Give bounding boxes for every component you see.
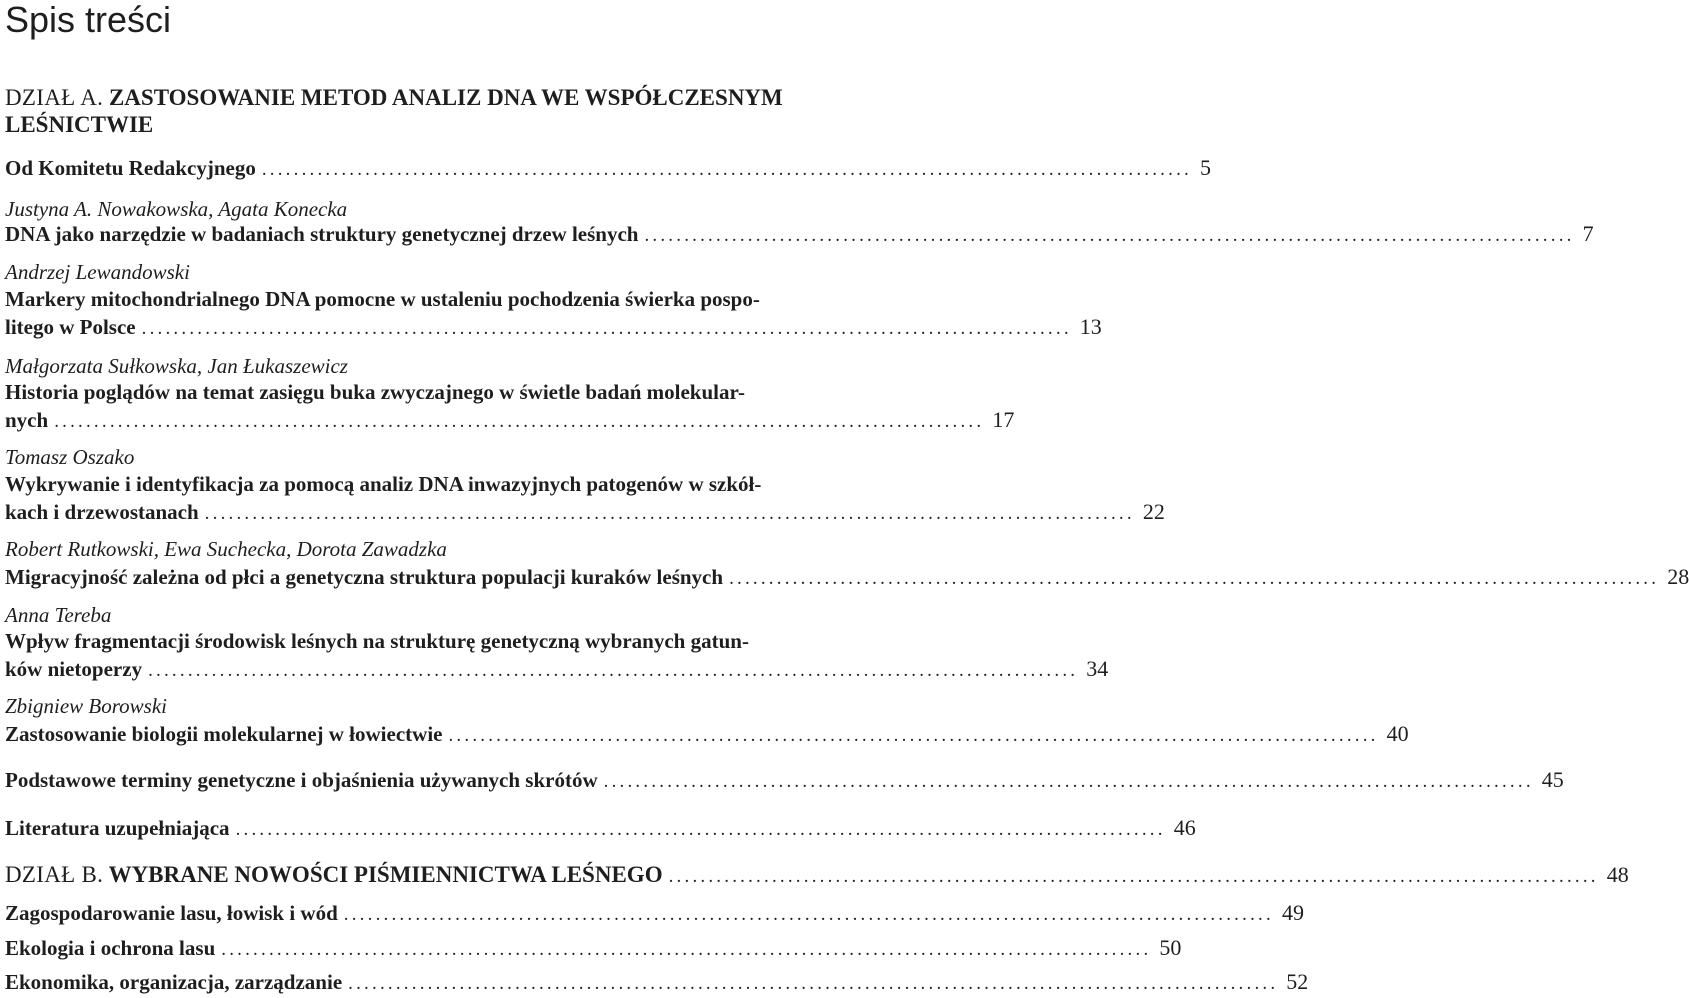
toc-entry-page: 5	[1199, 155, 1211, 180]
leader-dots: .....................................................................................................................	[729, 568, 1660, 589]
toc-entry-title: Od Komitetu Redakcyjnego	[5, 156, 256, 180]
section-b-heading[interactable]	[5, 861, 1629, 889]
toc-entry-title: ków nietoperzy	[5, 657, 143, 681]
toc-entry-page: 45	[1541, 767, 1564, 792]
leader-dots: .....................................................................................................................	[668, 866, 1599, 887]
section-a-heading	[5, 84, 875, 138]
toc-entry[interactable]	[5, 968, 1309, 996]
toc-entry[interactable]	[5, 498, 1165, 526]
toc-entry-title: Zastosowanie biologii molekularnej w łowiectwie	[5, 722, 443, 746]
section-a-title-line2: LEŚNICTWIE	[5, 112, 154, 137]
toc-entry-page: 52	[1286, 969, 1309, 994]
toc-entry-title: Literatura uzupełniająca	[5, 816, 230, 840]
toc-entry-page: 7	[1582, 221, 1594, 246]
toc-entry-authors: Tomasz Oszako	[5, 445, 135, 469]
toc-entry-authors: Anna Tereba	[5, 603, 112, 627]
toc-entry-title: Ekonomika, organizacja, zarządzanie	[5, 970, 343, 994]
toc-entry-page: 34	[1086, 656, 1109, 681]
toc-entry-page: 22	[1142, 499, 1165, 524]
section-b-page: 48	[1606, 862, 1629, 887]
toc-entry-page: 28	[1667, 564, 1689, 589]
section-b-prefix: DZIAŁ B.	[5, 862, 104, 887]
toc-entry-title-line1: Markery mitochondrialnego DNA pomocne w ustaleniu pochodzenia świerka pospo-	[5, 287, 760, 311]
toc-entry-page: 13	[1079, 314, 1102, 339]
toc-entry-authors: Małgorzata Sułkowska, Jan Łukaszewicz	[5, 354, 348, 378]
leader-dots: .....................................................................................................................	[141, 318, 1072, 339]
toc-entry-authors: Justyna A. Nowakowska, Agata Konecka	[5, 197, 348, 221]
toc-entry[interactable]	[5, 814, 1196, 842]
leader-dots: .....................................................................................................................	[221, 939, 1152, 960]
toc-entry-title-line1: Wykrywanie i identyfikacja za pomocą analiz DNA inwazyjnych patogenów w szkół-	[5, 472, 762, 496]
section-a-prefix: DZIAŁ A.	[5, 85, 104, 110]
toc-entry-authors: Zbigniew Borowski	[5, 694, 167, 718]
toc-entry[interactable]	[5, 313, 1102, 341]
leader-dots: .....................................................................................................................	[204, 503, 1135, 524]
leader-dots: .....................................................................................................................	[235, 819, 1166, 840]
toc-entry-authors: Andrzej Lewandowski	[5, 260, 190, 284]
leader-dots: .....................................................................................................................	[448, 725, 1379, 746]
toc-entry-page: 49	[1281, 900, 1304, 925]
leader-dots: .....................................................................................................................	[54, 411, 985, 432]
leader-dots: .....................................................................................................................	[148, 660, 1079, 681]
toc-entry-page: 46	[1173, 815, 1196, 840]
toc-entry[interactable]	[5, 154, 1211, 182]
toc-entry[interactable]	[5, 899, 1304, 927]
leader-dots: .....................................................................................................................	[603, 771, 1534, 792]
toc-entry-title: litego w Polsce	[5, 315, 136, 339]
toc-entry[interactable]	[5, 720, 1409, 748]
toc-entry-title: Ekologia i ochrona lasu	[5, 936, 216, 960]
toc-entry[interactable]	[5, 220, 1594, 248]
leader-dots: .....................................................................................................................	[343, 904, 1274, 925]
toc-entry[interactable]	[5, 766, 1564, 794]
toc-entry-page: 50	[1159, 935, 1182, 960]
toc-entry-page: 17	[992, 407, 1015, 432]
toc-entry-authors: Robert Rutkowski, Ewa Suchecka, Dorota Zawadzka	[5, 537, 447, 561]
toc-entry-title: Zagospodarowanie lasu, łowisk i wód	[5, 901, 338, 925]
section-b-title-wrap	[5, 861, 663, 889]
leader-dots: .....................................................................................................................	[644, 225, 1575, 246]
toc-entry-title: DNA jako narzędzie w badaniach struktury genetycznej drzew leśnych	[5, 222, 639, 246]
toc-entry[interactable]	[5, 655, 1109, 683]
toc-entry[interactable]	[5, 406, 1015, 434]
toc-entry-title: Migracyjność zależna od płci a genetyczna struktura populacji kuraków leśnych	[5, 565, 724, 589]
section-a-title-line1: ZASTOSOWANIE METOD ANALIZ DNA WE WSPÓŁCZESNYM	[108, 85, 783, 110]
page-title: Spis treści	[5, 0, 172, 40]
toc-entry[interactable]	[5, 563, 1689, 591]
leader-dots: .....................................................................................................................	[261, 159, 1192, 180]
toc-entry[interactable]	[5, 934, 1182, 962]
toc-entry-page: 40	[1386, 721, 1409, 746]
section-b-title: WYBRANE NOWOŚCI PIŚMIENNICTWA LEŚNEGO	[108, 862, 663, 887]
toc-entry-title: Podstawowe terminy genetyczne i objaśnienia używanych skrótów	[5, 768, 598, 792]
toc-entry-title-line1: Historia poglądów na temat zasięgu buka zwyczajnego w świetle badań molekular-	[5, 380, 746, 404]
leader-dots: .....................................................................................................................	[348, 973, 1279, 994]
toc-entry-title: nych	[5, 408, 49, 432]
toc-entry-title-line1: Wpływ fragmentacji środowisk leśnych na strukturę genetyczną wybranych gatun-	[5, 629, 749, 653]
toc-entry-title: kach i drzewostanach	[5, 500, 199, 524]
